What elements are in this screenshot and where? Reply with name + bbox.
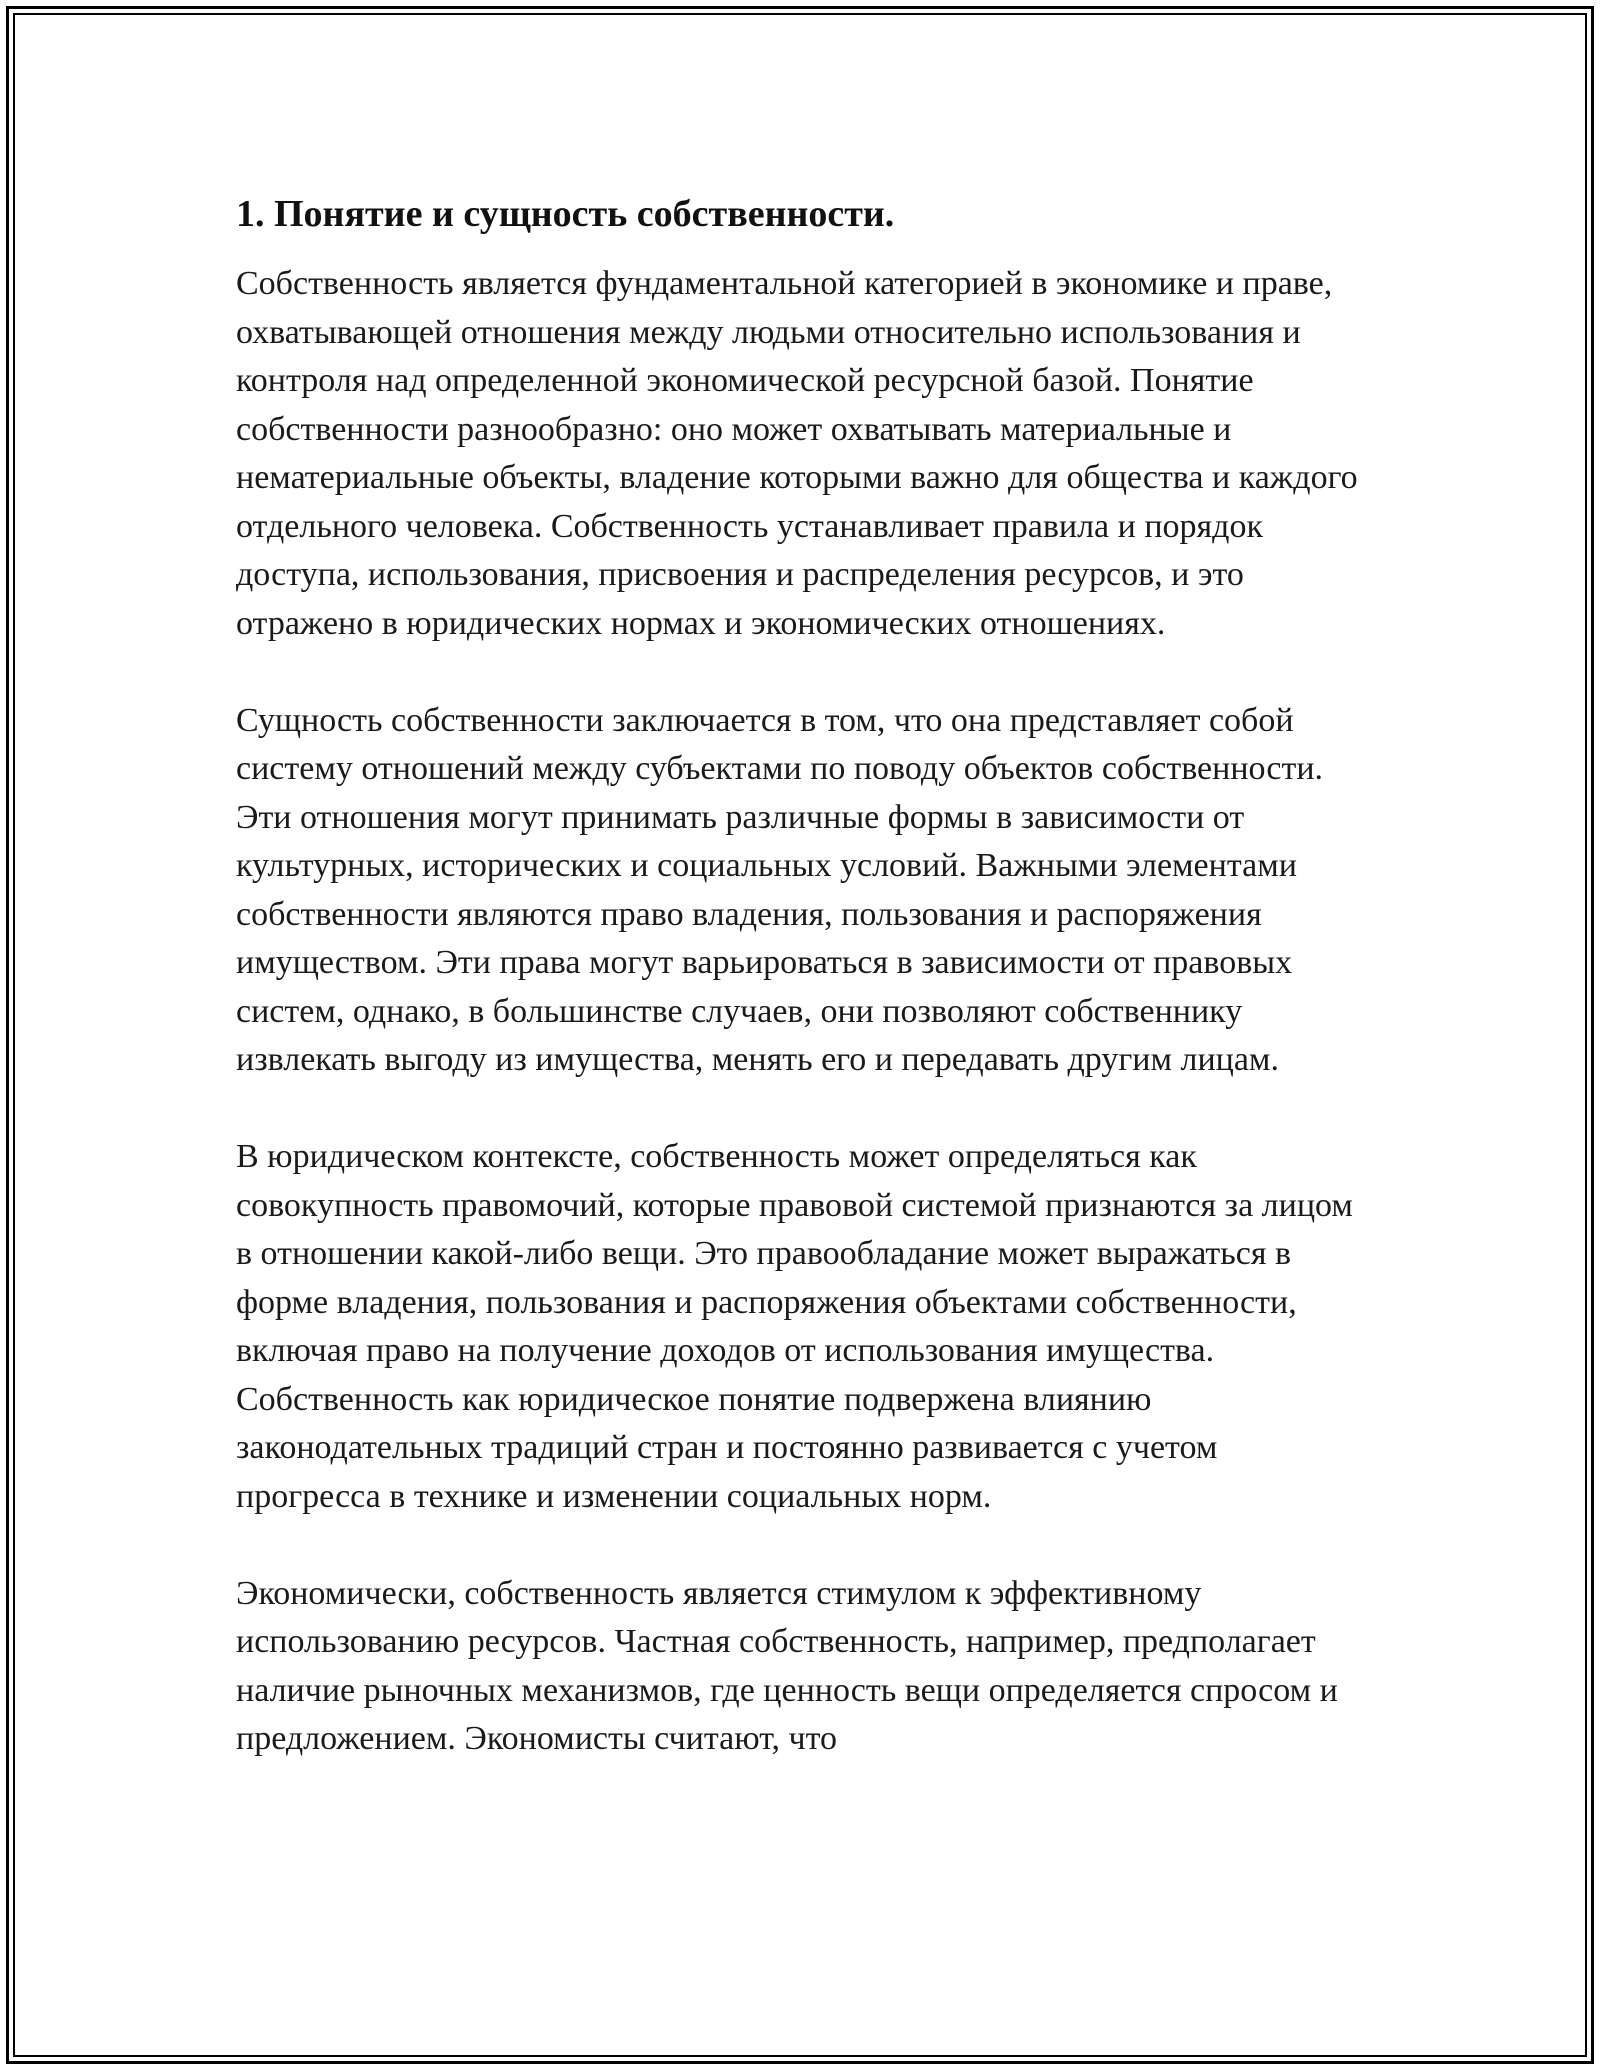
paragraph-1: Собственность является фундаментальной категорией в экономике и праве, охватывающей отношения между людьми относительно использования и контроля над определенной экономической ресурсной базой. Понятие собственности разнообразно: оно может охватывать материальные и нематериальные объекты, владение которыми важно для общества и каждого отдельного человека. Собственность устанавливает правила и порядок доступа, использования, присвоения и распределения ресурсов, и это отражено в юридических нормах и экономических отношениях. <box>236 265 1358 642</box>
document-body <box>236 186 1366 1812</box>
section-heading: 1. Понятие и сущность собственности. <box>236 193 895 235</box>
paragraph-3: В юридическом контексте, собственность может определяться как совокупность правомочий, которые правовой системой признаются за лицом в отношении какой-либо вещи. Это правообладание может выражаться в форме владения, пользования и распоряжения объектами собственности, включая право на получение доходов от использования имущества. Собственность как юридическое понятие подвержена влиянию законодательных традиций стран и постоянно развивается с учетом прогресса в технике и изменении социальных норм. <box>236 1138 1353 1515</box>
paragraph-2: Сущность собственности заключается в том, что она представляет собой систему отношений между субъектами по поводу объектов собственности. Эти отношения могут принимать различные формы в зависимости от культурных, исторических и социальных условий. Важными элементами собственности являются право владения, пользования и распоряжения имуществом. Эти права могут варьироваться в зависимости от правовых систем, однако, в большинстве случаев, они позволяют собственнику извлекать выгоду из имущества, менять его и передавать другим лицам. <box>236 701 1324 1078</box>
paragraph-4: Экономически, собственность является стимулом к эффективному использованию ресурсов. Частная собственность, например, предполагает наличие рыночных механизмов, где ценность вещи определяется спросом и предложением. Экономисты считают, что <box>236 1574 1338 1757</box>
